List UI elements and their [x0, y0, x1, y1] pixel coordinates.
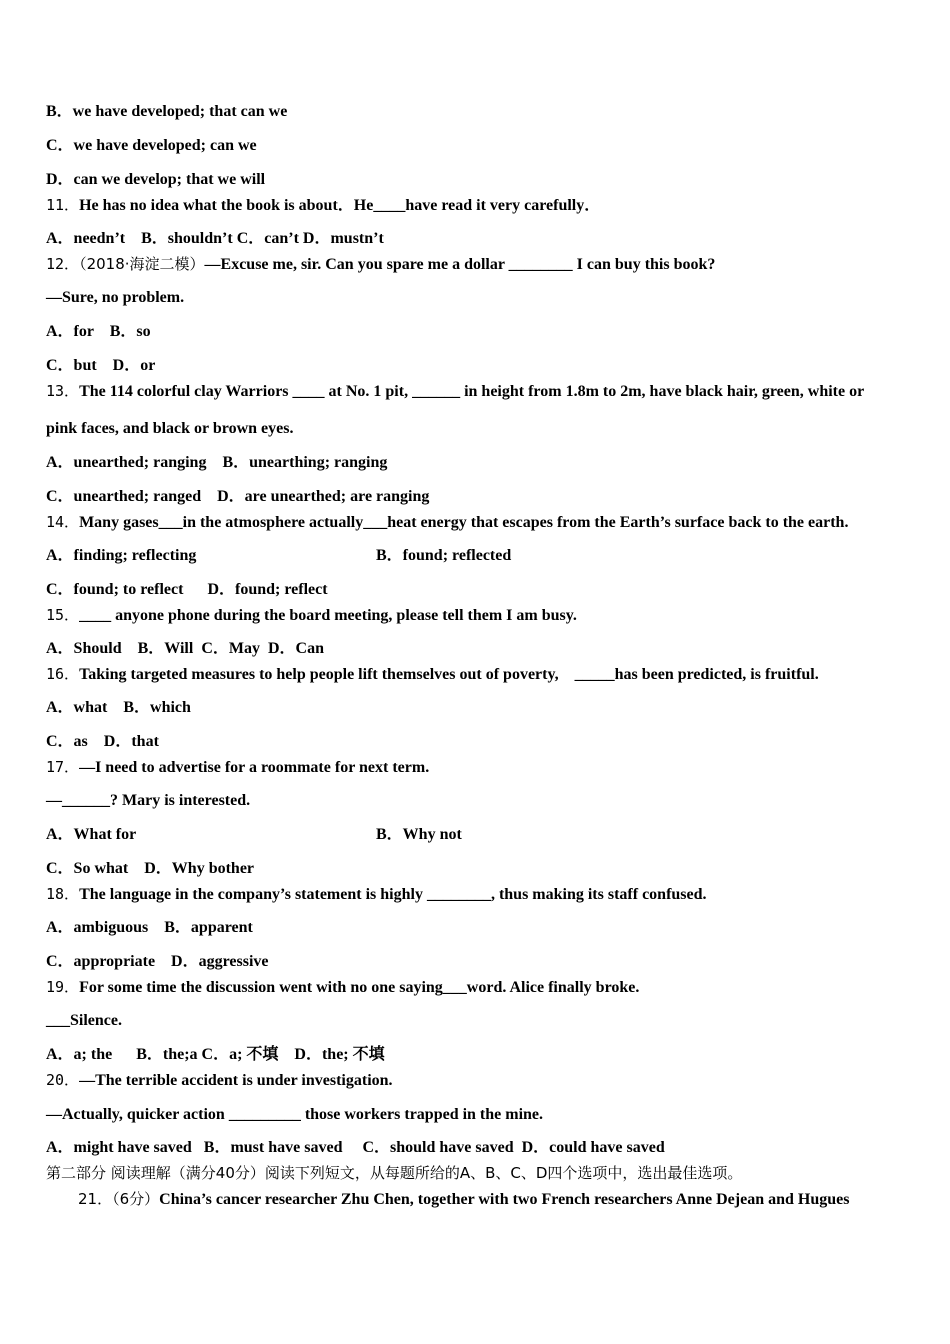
question-21	[78, 1189, 849, 1210]
q13-options-cd: C．unearthed; ranged D．are unearthed; are ranging	[46, 488, 430, 505]
q19-options: A．a; the B．the;a C．a; 不填 D．the; 不填	[46, 1046, 385, 1063]
question-text: For some time the discussion went with no one saying___word. Alice finally broke.	[79, 979, 640, 996]
q10-option-c: C．we have developed; can we	[46, 137, 257, 154]
question-text: —Excuse me, sir. Can you spare me a dollar ________ I can buy this book?	[204, 256, 716, 273]
q14-options-cd: C．found; to reflect D．found; reflect	[46, 581, 328, 598]
q18-options-cd: C．appropriate D．aggressive	[46, 953, 269, 970]
option-a: A．What for	[46, 826, 137, 843]
question-number: 13．	[46, 382, 80, 400]
question-number: 17．	[46, 758, 80, 776]
question-text: Taking targeted measures to help people lift themselves out of poverty, _____has been predicted, is fruitful.	[79, 666, 819, 683]
q16-options-cd: C．as D．that	[46, 733, 159, 750]
question-14	[46, 512, 848, 533]
q19-reply: ___Silence.	[46, 1012, 122, 1029]
question-number: 19．	[46, 978, 80, 996]
question-17	[46, 757, 429, 778]
question-text: He has no idea what the book is about．He____have read it very carefully．	[79, 197, 601, 214]
question-12	[46, 254, 715, 275]
option-b: B．Why not	[376, 826, 462, 843]
q17-reply: —______? Mary is interested.	[46, 792, 251, 809]
question-number: 15．	[46, 606, 80, 624]
question-20	[46, 1070, 393, 1091]
question-19	[46, 977, 639, 998]
q11-options: A．needn’t B．shouldn’t C．can’t D．mustn’t	[46, 230, 384, 247]
q20-reply: —Actually, quicker action _________ those workers trapped in the mine.	[46, 1106, 544, 1123]
question-text: ____ anyone phone during the board meeting, please tell them I am busy.	[79, 607, 577, 624]
question-number: 21．（6分）	[78, 1190, 160, 1208]
q10-option-b: B．we have developed; that can we	[46, 103, 288, 120]
q17-options-cd: C．So what D．Why bother	[46, 860, 255, 877]
q20-options: A．might have saved B．must have saved C．should have saved D．could have saved	[46, 1139, 665, 1156]
question-number: 11．	[46, 196, 80, 214]
q13-text-cont: pink faces, and black or brown eyes.	[46, 420, 294, 437]
q10-option-d: D．can we develop; that we will	[46, 171, 266, 188]
question-13	[46, 381, 864, 402]
question-text: The language in the company’s statement is highly ________, thus making its staff confused.	[79, 886, 707, 903]
question-text: The 114 colorful clay Warriors ____ at No. 1 pit, ______ in height from 1.8m to 2m, have black hair, green, white or	[79, 383, 865, 400]
question-text: —I need to advertise for a roommate for next term.	[79, 759, 430, 776]
q12-options-cd: C．but D．or	[46, 357, 156, 374]
question-number: 20．	[46, 1071, 80, 1089]
q14-options-ab	[46, 546, 512, 566]
q16-options-ab: A．what B．which	[46, 699, 191, 716]
q15-options: A．Should B．Will C．May D．Can	[46, 640, 324, 657]
option-a: A．finding; reflecting	[46, 547, 197, 564]
q12-reply: —Sure, no problem.	[46, 289, 185, 306]
question-11	[46, 195, 600, 216]
question-text: China’s cancer researcher Zhu Chen, together with two French researchers Anne Dejean and Hugues	[159, 1191, 850, 1208]
question-16	[46, 664, 819, 685]
question-18	[46, 884, 707, 905]
option-b: B．found; reflected	[376, 547, 512, 564]
question-text: Many gases___in the atmosphere actually___heat energy that escapes from the Earth’s surface back to the earth.	[79, 514, 849, 531]
q18-options-ab: A．ambiguous B．apparent	[46, 919, 253, 936]
section-title: 第二部分 阅读理解（满分40分）阅读下列短文，从每题所给的A、B、C、D四个选项中，选出最佳选项。	[46, 1164, 743, 1182]
question-number: 12．	[46, 255, 80, 273]
q13-options-ab: A．unearthed; ranging B．unearthing; ranging	[46, 454, 388, 471]
question-text: —The terrible accident is under investigation.	[79, 1072, 393, 1089]
question-number: 18．	[46, 885, 80, 903]
question-15	[46, 605, 577, 626]
question-number: 16．	[46, 665, 80, 683]
part2-heading	[46, 1163, 742, 1184]
question-number: 14．	[46, 513, 80, 531]
q17-options-ab	[46, 825, 462, 845]
q12-options-ab: A．for B．so	[46, 323, 151, 340]
source-tag: （2018·海淀二模）	[79, 255, 205, 273]
